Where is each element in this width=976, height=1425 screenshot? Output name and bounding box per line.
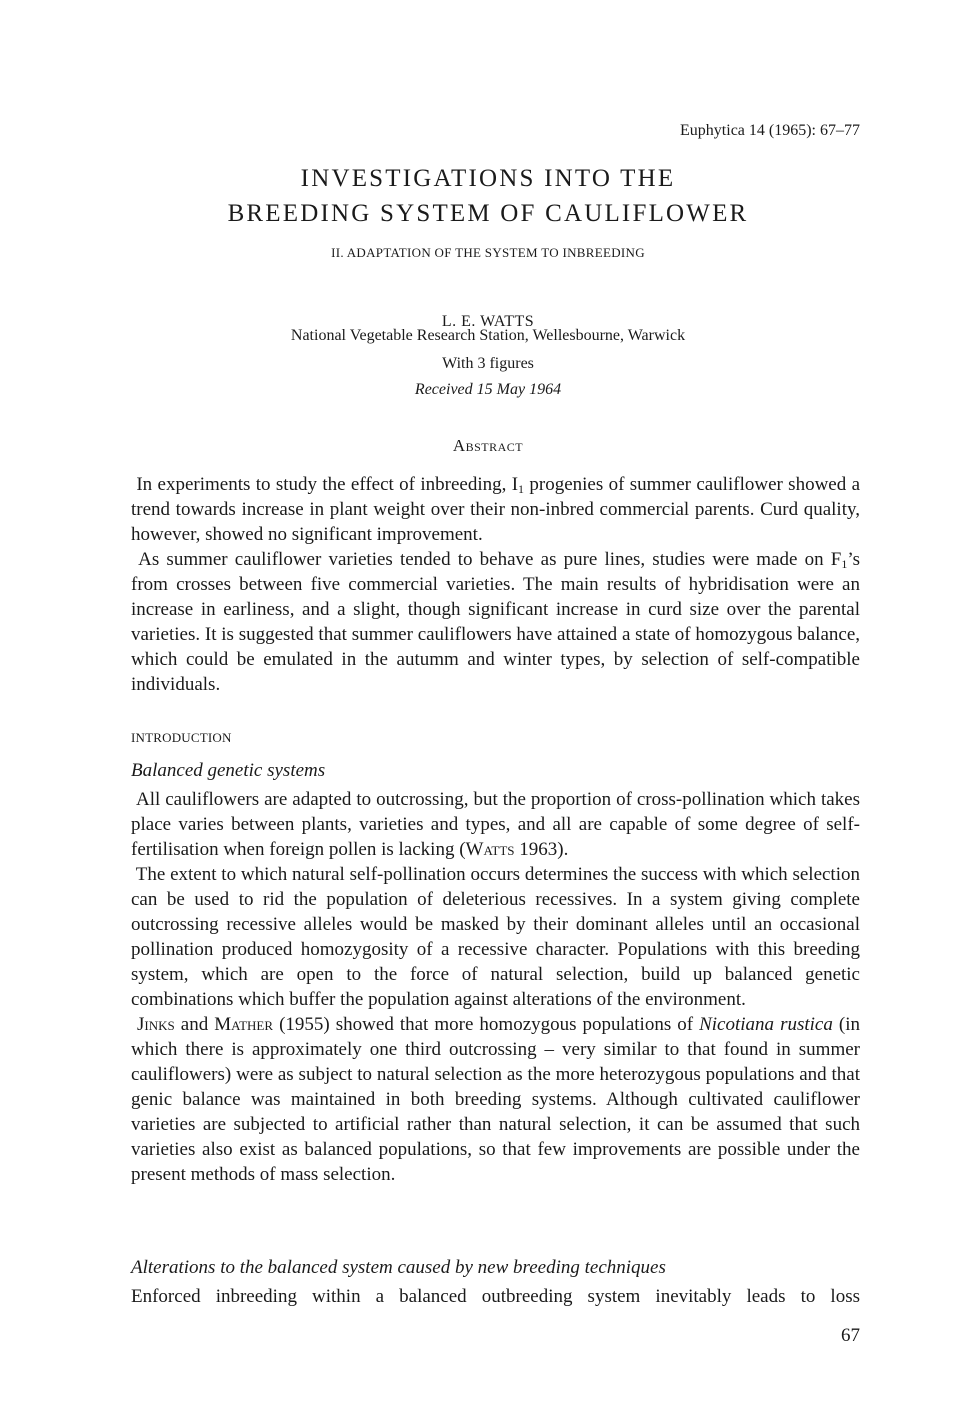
intro-paragraph-4: Enforced inbreeding within a balanced outbreeding system inevitably leads to loss bbox=[131, 1286, 860, 1307]
abstract-paragraph-1: In experiments to study the effect of inbreeding, $I_1$ progenies of summer cauliflower showed a trend towards increase in plant weight over their non-inbred commercial parents. Curd quality, however, showed no significant improvement. bbox=[131, 474, 861, 545]
abstract-body bbox=[131, 472, 860, 697]
title-line-1: INVESTIGATIONS INTO THE bbox=[300, 165, 676, 192]
page-number: 67 bbox=[841, 1325, 860, 1346]
intro-paragraph-2: The extent to which natural self-pollination occurs determines the success with which selection can be used to rid the population of deleterious recessives. In a system giving complete outcrossing recessive alleles would be masked by their dominant alleles until an occasional pollination produced homozygosity of a recessive character. Populations with this breeding system, which are open to the force of natural selection, build up balanced genetic combinations which buffer the population against alterations of the environment. bbox=[131, 864, 860, 1010]
affiliation: National Vegetable Research Station, Wellesbourne, Warwick bbox=[290, 327, 686, 344]
species-name: Nicotiana rustica bbox=[699, 1014, 833, 1035]
introduction-body bbox=[131, 787, 860, 1187]
author: L. E. WATTS bbox=[441, 313, 535, 330]
subheading-balanced-genetic-systems: Balanced genetic systems bbox=[131, 760, 326, 781]
introduction-heading: INTRODUCTION bbox=[131, 730, 232, 745]
citation: Watts bbox=[465, 839, 515, 860]
abstract-heading: Abstract bbox=[452, 436, 524, 455]
title-line-2: BREEDING SYSTEM OF CAULIFLOWER bbox=[227, 200, 749, 227]
figure-count: With 3 figures bbox=[442, 355, 534, 372]
received-date: Received 15 May 1964 bbox=[414, 381, 562, 398]
journal-reference: Euphytica 14 (1965): 67–77 bbox=[680, 122, 860, 139]
subtitle: II. ADAPTATION OF THE SYSTEM TO INBREEDING bbox=[331, 245, 645, 260]
abstract-paragraph-2: As summer cauliflower varieties tended to behave as pure lines, studies were made on $F_1’s$ from crosses between five commercial varieties. The main results of hybridisation were an increase in earliness, and a slight, though significant increase in curd size over the parental varieties. It is suggested that summer cauliflowers have attained a state of homozygous balance, which could be emulated in the autumm and winter types, by selection of self-compatible individuals. bbox=[131, 549, 861, 695]
citation: Jinks bbox=[137, 1014, 175, 1035]
subheading-alterations: Alterations to the balanced system caused by new breeding techniques bbox=[131, 1257, 666, 1278]
intro-paragraph-1: All cauliflowers are adapted to outcrossing, but the proportion of cross-pollination which takes place varies between plants, varieties and types, and all are capable of some degree of self-fertilisation when foreign pollen is lacking (Watts 1963). bbox=[131, 789, 861, 860]
citation: Mather bbox=[214, 1014, 274, 1035]
intro-paragraph-3: Jinks and Mather (1955) showed that more homozygous populations of Nicotiana rustica (in which there is approximately one third outcrossing – very similar to that found in summer cauliflowers) were as subject to natural selection as the more heterozygous populations and that genic balance was maintained in both breeding systems. Although cultivated cauliflower varieties are subjected to artificial rather than natural selection, it can be assumed that such varieties also exist as balanced populations, so that few improvements are possible under the present methods of mass selection. bbox=[131, 1014, 860, 1185]
